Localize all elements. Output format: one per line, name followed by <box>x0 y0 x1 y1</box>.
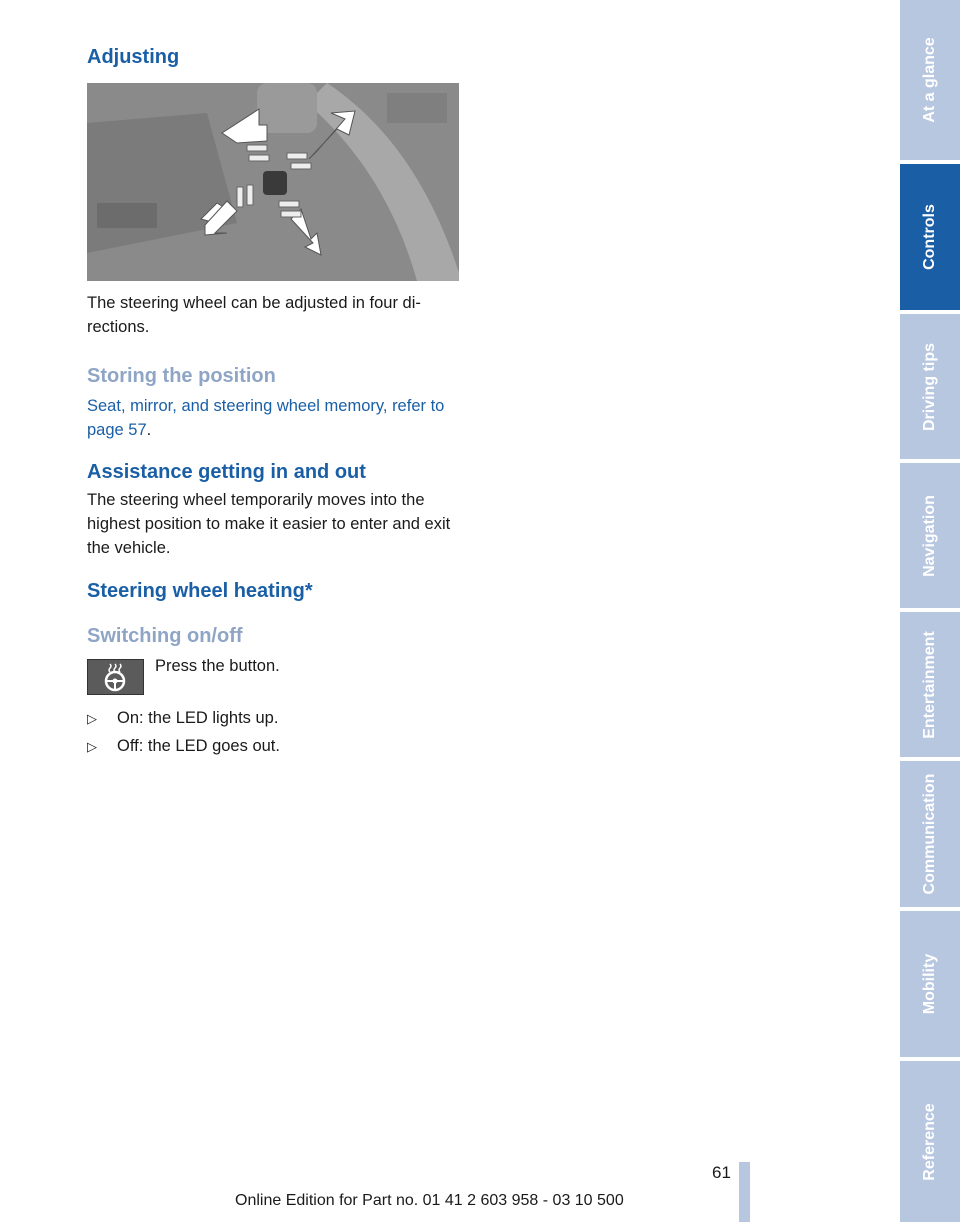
adjusting-body-text: The steering wheel can be adjusted in four di- rections. <box>87 294 421 336</box>
page-number: 61 <box>712 1163 731 1182</box>
steering-heating-button-icon <box>87 659 144 695</box>
triangle-bullet-icon: ▷ <box>87 711 97 726</box>
press-button-text: Press the button. <box>155 657 280 675</box>
list-item: ▷ Off: the LED goes out. <box>87 734 280 759</box>
triangle-bullet-icon: ▷ <box>87 739 97 754</box>
steering-column-adjustment-illustration <box>87 83 459 281</box>
assistance-body-text: The steering wheel temporarily moves into the highest position to make it easier to enter and exit the vehicle. <box>87 491 451 557</box>
storing-body-text: Seat, mirror, and steering wheel memory, refer to page 57. <box>87 397 445 439</box>
page-reference-link[interactable]: Seat, mirror, and steering wheel memory, refer to page 57 <box>87 397 445 439</box>
section-title-storing: Storing the position <box>87 365 276 387</box>
steering-adjust-diagram <box>87 83 459 281</box>
section-title-switching: Switching on/off <box>87 625 243 647</box>
chapter-sidebar <box>900 0 960 1222</box>
list-item: ▷ On: the LED lights up. <box>87 706 278 731</box>
tab-at-a-glance[interactable]: At a glance <box>900 0 960 160</box>
section-title-adjusting: Adjusting <box>87 46 180 68</box>
tab-entertainment[interactable]: Entertainment <box>900 612 960 757</box>
edition-footer: Online Edition for Part no. 01 41 2 603 958 - 03 10 500 <box>235 1192 624 1209</box>
section-title-assistance: Assistance getting in and out <box>87 461 366 483</box>
tab-reference[interactable]: Reference <box>900 1061 960 1222</box>
tab-controls[interactable]: Controls <box>900 164 960 310</box>
tab-driving-tips[interactable]: Driving tips <box>900 314 960 459</box>
section-title-heating: Steering wheel heating* <box>87 580 313 602</box>
tab-mobility[interactable]: Mobility <box>900 911 960 1057</box>
tab-communication[interactable]: Communication <box>900 761 960 907</box>
tab-navigation[interactable]: Navigation <box>900 463 960 608</box>
page-marker-bar <box>739 1162 750 1222</box>
